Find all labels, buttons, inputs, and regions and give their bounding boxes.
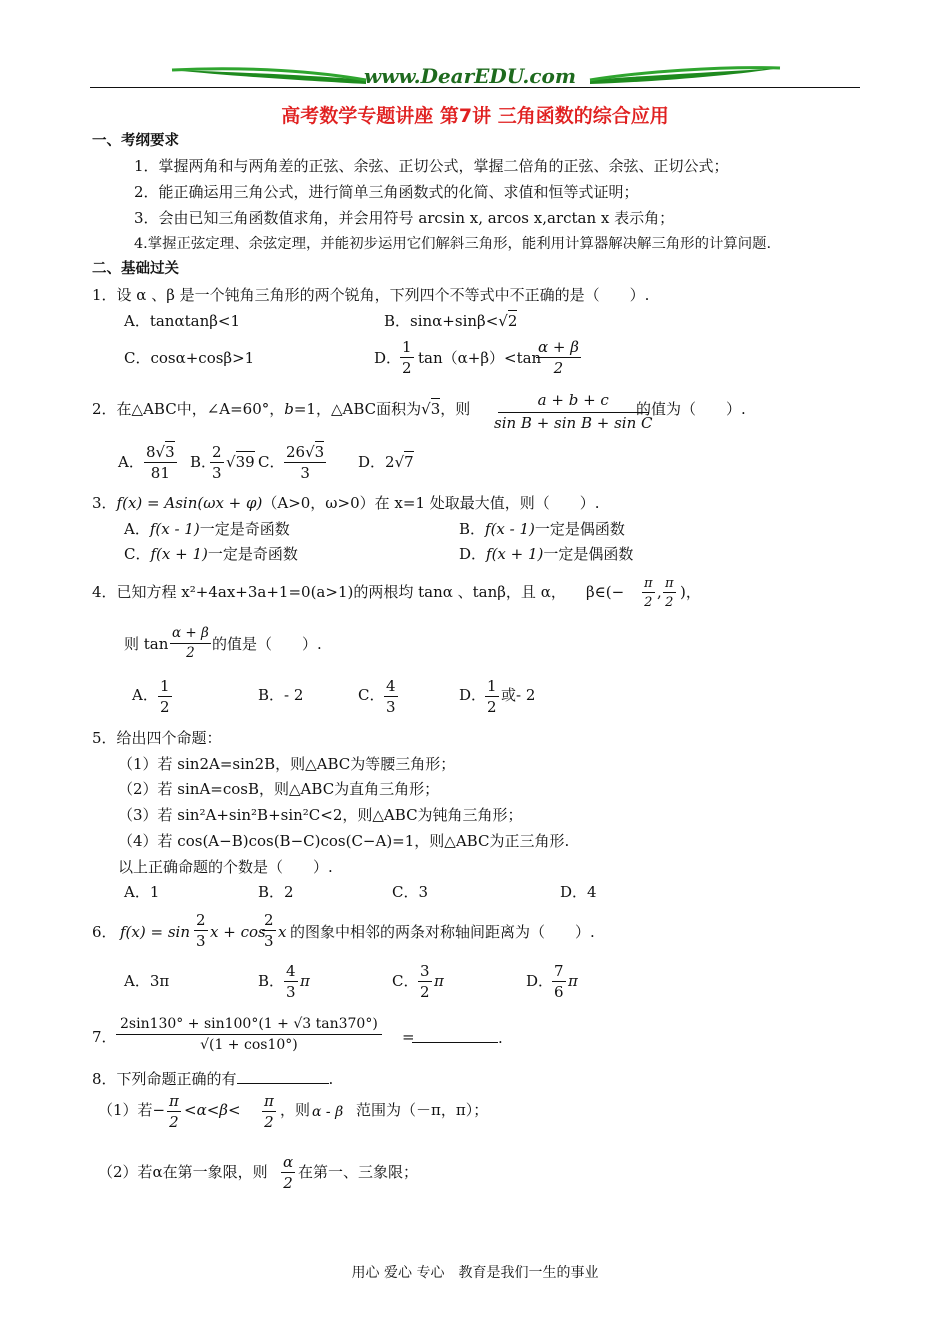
q3-option-d: D．f(x + 1)一定是偶函数 — [459, 545, 634, 563]
q8-p2-fraction: α 2 — [283, 1153, 294, 1192]
q3-option-c: C．f(x + 1)一定是奇函数 — [124, 545, 298, 563]
q4-option-d-fraction: 1 2 — [487, 677, 497, 716]
q4-stem-a: 4．已知方程 x²+4ax+3a+1=0(a>1)的两根均 tanα 、tanβ，且 α， — [92, 583, 566, 601]
q5-option-a: A．1 — [124, 883, 160, 901]
q1-option-c: C．cosα+cosβ>1 — [124, 349, 255, 367]
q2-stem-a: 2．在△ABC中，∠A=60°，b=1，△ABC面积为√3，则 — [92, 400, 471, 418]
q6-option-d-label: D． — [526, 972, 554, 990]
q8-stem: 8．下列命题正确的有 . — [92, 1070, 334, 1088]
q6-number: 6． — [92, 923, 117, 941]
q3-option-a: A．f(x - 1)一定是奇函数 — [124, 520, 290, 538]
page-title: 高考数学专题讲座 第7讲 三角函数的综合应用 — [281, 105, 669, 127]
q4-option-d-label: D． — [459, 686, 487, 704]
q8-p1-fraction-1: π 2 — [169, 1092, 179, 1131]
q8-p1-c: ，则 — [280, 1101, 311, 1119]
q6-lhs: f(x) = sin — [120, 923, 190, 941]
q2-option-d: D．2√7 — [358, 453, 414, 471]
site-logo-text[interactable]: www.DearEDU.com — [364, 64, 577, 88]
q4-line2-b: 的值是（ ）. — [212, 635, 322, 653]
q7-equals: = — [402, 1028, 415, 1046]
q5-option-c: C．3 — [392, 883, 429, 901]
q3-option-b: B．f(x - 1)一定是偶函数 — [459, 520, 625, 538]
q4-option-b: B．- 2 — [258, 686, 304, 704]
q5-option-b: B．2 — [258, 883, 294, 901]
q4-stem-c: )， — [680, 583, 701, 601]
q4-fraction-1: π 2 — [644, 576, 653, 610]
q4-option-c-label: C． — [358, 686, 385, 704]
q6-stem: 的图象中相邻的两条对称轴间距离为（ ）. — [290, 923, 595, 941]
syllabus-item-2: 2．能正确运用三角公式，进行简单三角函数式的化简、求值和恒等式证明； — [134, 183, 639, 201]
q7-number: 7． — [92, 1028, 117, 1046]
q8-p1-e: 范围为（－π，π）； — [356, 1101, 489, 1119]
q8-p2-b: 在第一、三象限； — [298, 1163, 419, 1181]
q6-fraction-1: 2 3 — [196, 911, 206, 950]
q2-option-b-label: B． — [190, 453, 217, 471]
q8-p1-a: （1）若− — [98, 1101, 166, 1119]
q2-stem-end: 的值为（ ）. — [636, 400, 746, 418]
q6-fraction-2: 2 3 — [264, 911, 274, 950]
q6-end: x — [278, 923, 287, 941]
q4-stem-b: β∈(− — [586, 583, 625, 601]
q2-option-b-fraction: 2 3 — [212, 443, 222, 482]
q7-answer-blank[interactable]: . — [412, 1028, 503, 1046]
q6-option-c-fraction: 3 2 — [420, 962, 430, 1001]
q8-p2-a: （2）若α在第一象限，则 — [98, 1163, 268, 1181]
q5-proposition-1: （1）若 sin2A=sin2B，则△ABC为等腰三角形； — [118, 755, 456, 773]
q4-fraction-2: π 2 — [665, 576, 674, 610]
q4-line2-fraction: α + β 2 — [172, 625, 209, 661]
q6-option-b-fraction: 4 3 — [286, 962, 296, 1001]
q8-p1-d: α - β — [312, 1104, 344, 1120]
q1-option-a: A．tanαtanβ<1 — [124, 312, 241, 330]
q2-option-b-root: √39 — [226, 453, 255, 471]
q3-stem: 3．f(x) = Asin(ωx + φ)（A>0，ω>0）在 x=1 处取最大值，则（ ）. — [92, 494, 600, 512]
q5-option-d: D．4 — [560, 883, 597, 901]
q2-option-c-fraction: 26√3 3 — [286, 443, 325, 482]
section-heading-basics: 二、基础过关 — [92, 261, 179, 277]
q5-proposition-2: （2）若 sinA=cosB，则△ABC为直角三角形； — [118, 780, 440, 798]
q4-comma: , — [657, 583, 662, 601]
q7-fraction: 2sin130° + sin100°(1 + √3 tan370°) √(1 + cos10°) — [116, 1017, 382, 1052]
q4-option-c-fraction: 4 3 — [386, 677, 396, 716]
page-footer: 用心 爱心 专心 教育是我们一生的事业 — [351, 1265, 599, 1281]
q6-option-c-pi: π — [434, 972, 444, 990]
q8-p1-fraction-2: π 2 — [264, 1092, 274, 1131]
q4-option-d-rest: 或- 2 — [501, 686, 536, 704]
q1-option-d-text: tan（α+β）<tan — [418, 349, 542, 367]
q6-option-b-pi: π — [300, 972, 310, 990]
q5-proposition-4: （4）若 cos(A−B)cos(B−C)cos(C−A)=1，则△ABC为正三角形. — [118, 832, 570, 850]
q4-option-a-fraction: 1 2 — [160, 677, 170, 716]
q1-option-d-label: D． — [374, 349, 402, 367]
syllabus-item-1: 1．掌握两角和与两角差的正弦、余弦、正切公式，掌握二倍角的正弦、余弦、正切公式； — [134, 157, 729, 175]
q6-option-d-fraction: 7 6 — [554, 962, 564, 1001]
q5-proposition-3: （3）若 sin²A+sin²B+sin²C<2，则△ABC为钝角三角形； — [118, 806, 523, 824]
q2-fraction: a + b + c sin B + sin B + sin C — [494, 391, 653, 432]
q5-question: 以上正确命题的个数是（ ）. — [118, 858, 333, 876]
q6-option-c-label: C． — [392, 972, 419, 990]
q1-option-d-fraction: 1 2 — [402, 338, 412, 377]
q4-line2-a: 则 tan — [124, 635, 169, 653]
q1-option-d-fraction-2: α + β 2 — [538, 338, 579, 377]
syllabus-item-3: 3．会由已知三角函数值求角，并会用符号 arcsin x, arcos x,arctan x 表示角； — [134, 209, 675, 227]
q8-p1-b: <α<β< — [184, 1101, 241, 1119]
q1-stem: 1．设 α 、β 是一个钝角三角形的两个锐角，下列四个不等式中不正确的是（ ）. — [92, 286, 650, 304]
q5-stem: 5．给出四个命题： — [92, 729, 222, 747]
syllabus-item-4: 4.掌握正弦定理、余弦定理，并能初步运用它们解斜三角形，能利用计算器解决解三角形的计算问题. — [134, 236, 772, 252]
q6-option-a: A．3π — [124, 972, 170, 990]
q6-option-d-pi: π — [568, 972, 578, 990]
q4-option-a-label: A． — [132, 686, 158, 704]
q1-option-b: B．sinα+sinβ<√2 — [384, 312, 518, 330]
header-rule — [90, 87, 860, 88]
q6-option-b-label: B． — [258, 972, 285, 990]
q2-option-a-label: A． — [118, 453, 144, 471]
section-heading-syllabus: 一、考纲要求 — [92, 133, 179, 149]
q8-answer-blank[interactable] — [237, 1069, 329, 1084]
q6-mid: x + cos — [210, 923, 266, 941]
q2-option-c-label: C． — [258, 453, 285, 471]
q2-option-a-fraction: 8√3 81 — [146, 443, 175, 482]
